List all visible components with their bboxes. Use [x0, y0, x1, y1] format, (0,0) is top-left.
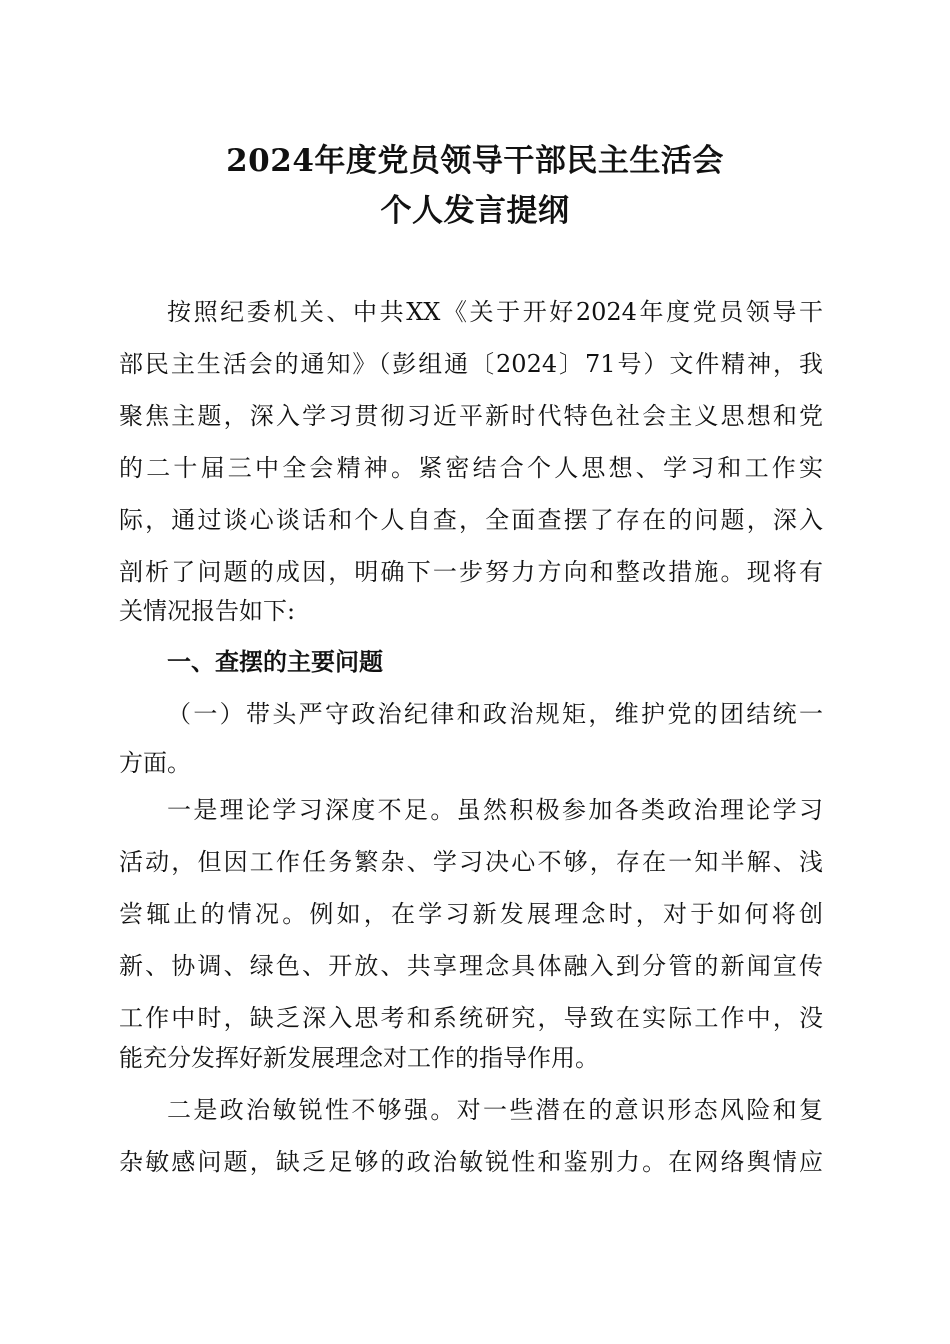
intro-line: 的二十届三中全会精神。紧密结合个人思想、学习和工作实 [119, 454, 823, 482]
intro-line: 关情况报告如下: [119, 597, 296, 625]
point-1-line: 能充分发挥好新发展理念对工作的指导作用。 [119, 1044, 599, 1072]
point-1-line: 工作中时，缺乏深入思考和系统研究，导致在实际工作中，没 [119, 1004, 823, 1032]
point-1-line: 活动，但因工作任务繁杂、学习决心不够，存在一知半解、浅 [119, 848, 823, 876]
subsection-heading-line: 方面。 [119, 749, 191, 777]
intro-line: 剖析了问题的成因，明确下一步努力方向和整改措施。现将有 [119, 558, 823, 586]
point-1-line: 一是理论学习深度不足。虽然积极参加各类政治理论学习 [167, 796, 823, 824]
intro-line: 按照纪委机关、中共XX《关于开好2024年度党员领导干 [167, 298, 823, 326]
intro-line: 部民主生活会的通知》（彭组通〔2024〕71号）文件精神，我 [119, 350, 823, 378]
document-title-line-2: 个人发言提纲 [380, 193, 570, 229]
point-1-line: 尝辄止的情况。例如，在学习新发展理念时，对于如何将创 [119, 900, 823, 928]
point-1-line: 新、协调、绿色、开放、共享理念具体融入到分管的新闻宣传 [119, 952, 823, 980]
document-title-line-1: 2024年度党员领导干部民主生活会 [226, 143, 724, 179]
intro-line: 际，通过谈心谈话和个人自查，全面查摆了存在的问题，深入 [119, 506, 823, 534]
section-heading: 一、查摆的主要问题 [167, 648, 383, 676]
subsection-heading-line: （一）带头严守政治纪律和政治规矩，维护党的团结统一 [167, 700, 823, 728]
intro-line: 聚焦主题，深入学习贯彻习近平新时代特色社会主义思想和党 [119, 402, 823, 430]
point-2-line: 二是政治敏锐性不够强。对一些潜在的意识形态风险和复 [167, 1096, 823, 1124]
point-2-line: 杂敏感问题，缺乏足够的政治敏锐性和鉴别力。在网络舆情应 [119, 1148, 823, 1176]
